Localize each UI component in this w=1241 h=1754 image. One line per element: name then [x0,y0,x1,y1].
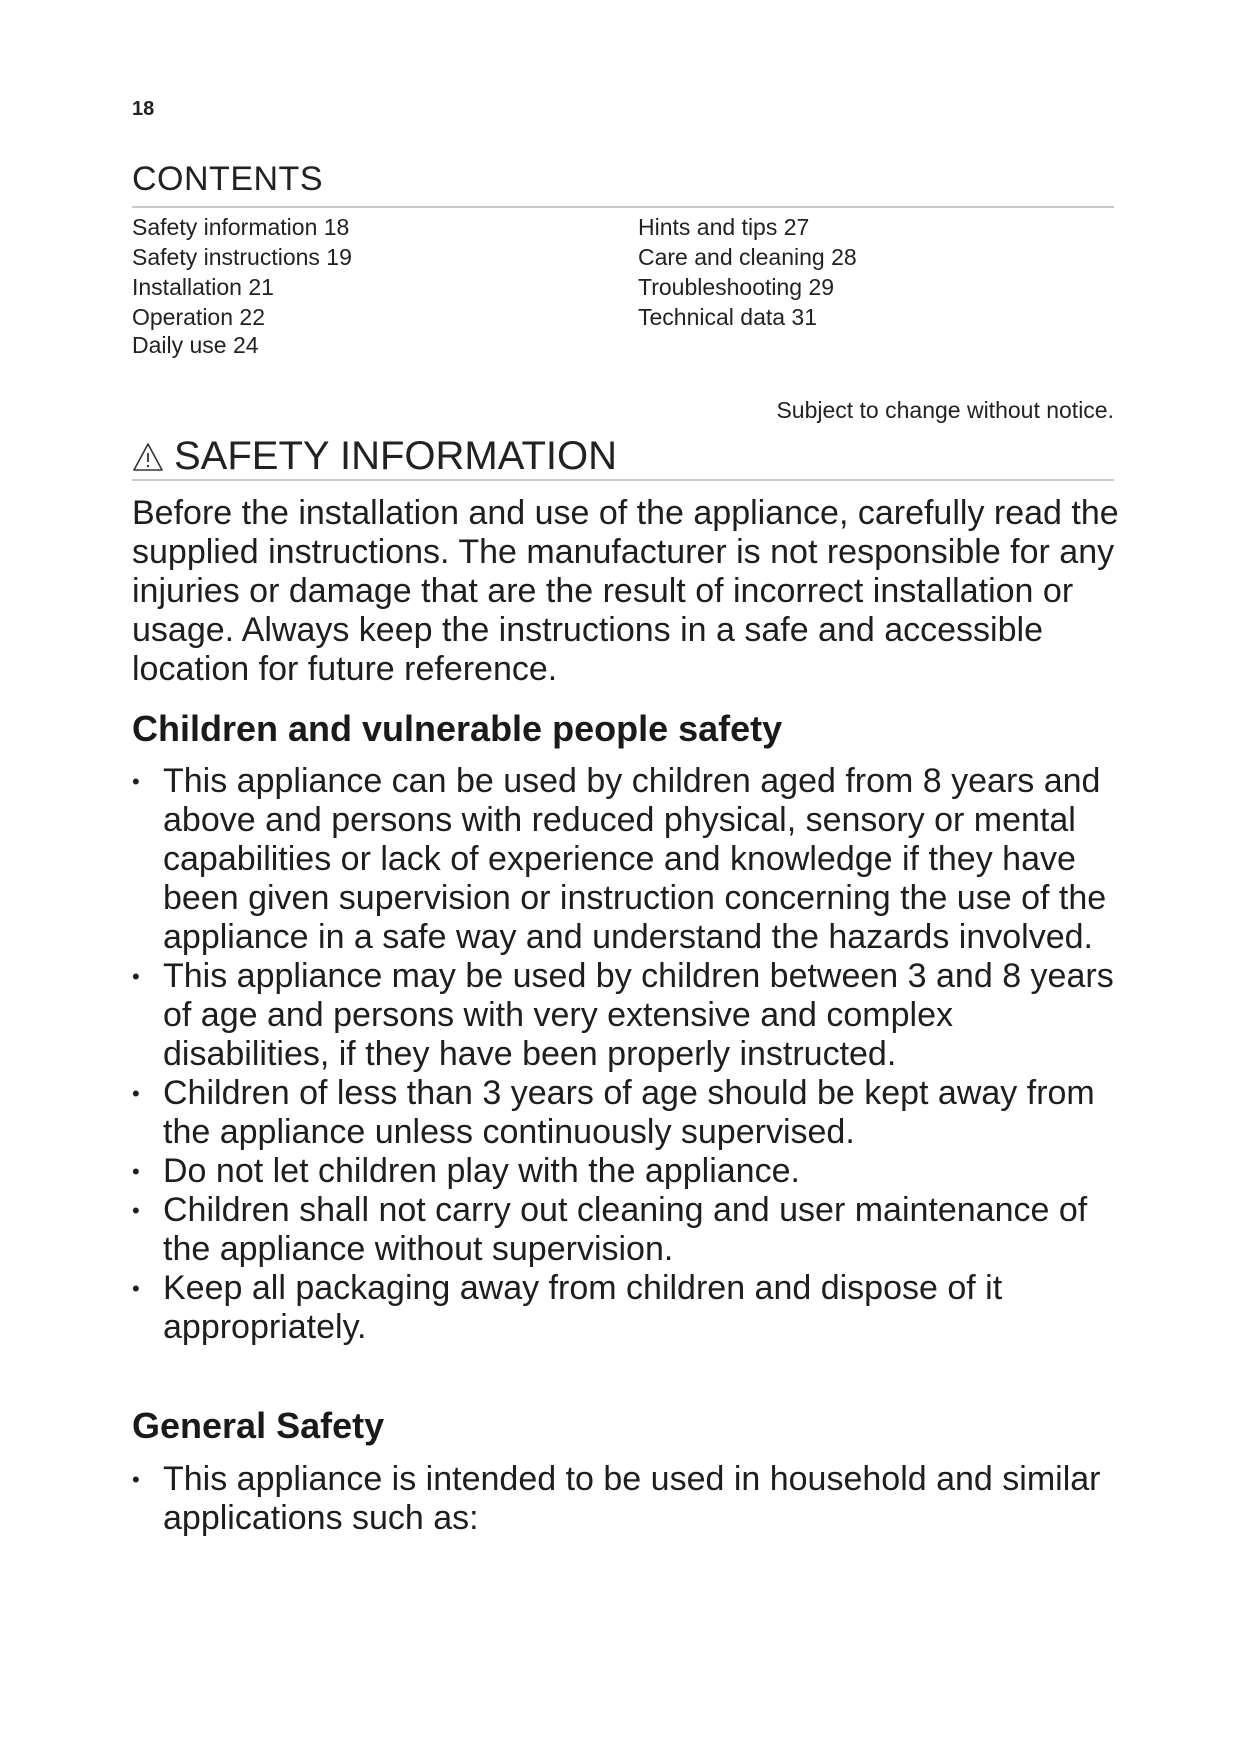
list-item [132,1152,1127,1191]
children-safety-list [132,762,1127,1347]
list-item-text: Children shall not carry out cleaning and user maintenance of the appliance without supervision. [163,1191,1088,1268]
bullet-icon: • [132,1081,140,1106]
children-safety-heading: Children and vulnerable people safety [132,708,783,749]
general-safety-list [132,1460,1127,1538]
toc-item[interactable]: Safety instructions 19 [132,244,352,270]
list-item-text: Children of less than 3 years of age should be kept away from the appliance unless continuously supervised. [163,1074,1095,1151]
bullet-icon: • [132,964,140,989]
safety-information-heading [132,434,617,479]
toc-right-column [638,212,857,332]
list-item [132,957,1127,1074]
toc-item[interactable]: Care and cleaning 28 [638,244,857,270]
list-item-text: This appliance may be used by children between 3 and 8 years of age and persons with very extensive and complex disabilities, if they have been properly instructed. [163,957,1114,1073]
toc-item[interactable]: Technical data 31 [638,304,818,330]
list-item-text: This appliance is intended to be used in household and similar applications such as: [163,1460,1101,1537]
toc-item[interactable]: Daily use 24 [132,332,259,358]
safety-information-title: SAFETY INFORMATION [174,434,617,478]
list-item [132,1191,1127,1269]
list-item-text: Do not let children play with the appliance. [163,1152,800,1190]
list-item [132,1269,1127,1347]
warning-triangle-icon [132,442,164,472]
list-item-text: Keep all packaging away from children and dispose of it appropriately. [163,1269,1003,1346]
bullet-icon: • [132,1159,140,1184]
toc-item[interactable]: Operation 22 [132,304,265,330]
toc-item[interactable]: Installation 21 [132,274,274,300]
contents-divider [132,206,1114,208]
bullet-icon: • [132,1467,140,1492]
list-item [132,1074,1127,1152]
contents-title: CONTENTS [132,160,323,198]
list-item [132,1460,1127,1538]
bullet-icon: • [132,1276,140,1301]
toc-item[interactable]: Safety information 18 [132,214,350,240]
safety-divider [132,479,1114,481]
list-item [132,762,1127,957]
change-notice: Subject to change without notice. [776,397,1114,423]
toc-item[interactable]: Hints and tips 27 [638,214,810,240]
toc-left-column [132,212,352,360]
toc-item[interactable]: Troubleshooting 29 [638,274,835,300]
general-safety-heading: General Safety [132,1405,385,1446]
safety-intro-paragraph: Before the installation and use of the appliance, carefully read the supplied instructions. The manufacturer is not responsible for any injuries or damage that are the result of incorrect installation or usage. Always keep the instructions in a safe and accessible location for future reference. [132,494,1119,688]
bullet-icon: • [132,1198,140,1223]
bullet-icon: • [132,769,140,794]
list-item-text: This appliance can be used by children aged from 8 years and above and persons with reduced physical, sensory or mental capabilities or lack of experience and knowledge if they have been given supervision or instruction concerning the use of the appliance in a safe way and understand the hazards involved. [163,762,1107,956]
page-number: 18 [132,98,155,120]
